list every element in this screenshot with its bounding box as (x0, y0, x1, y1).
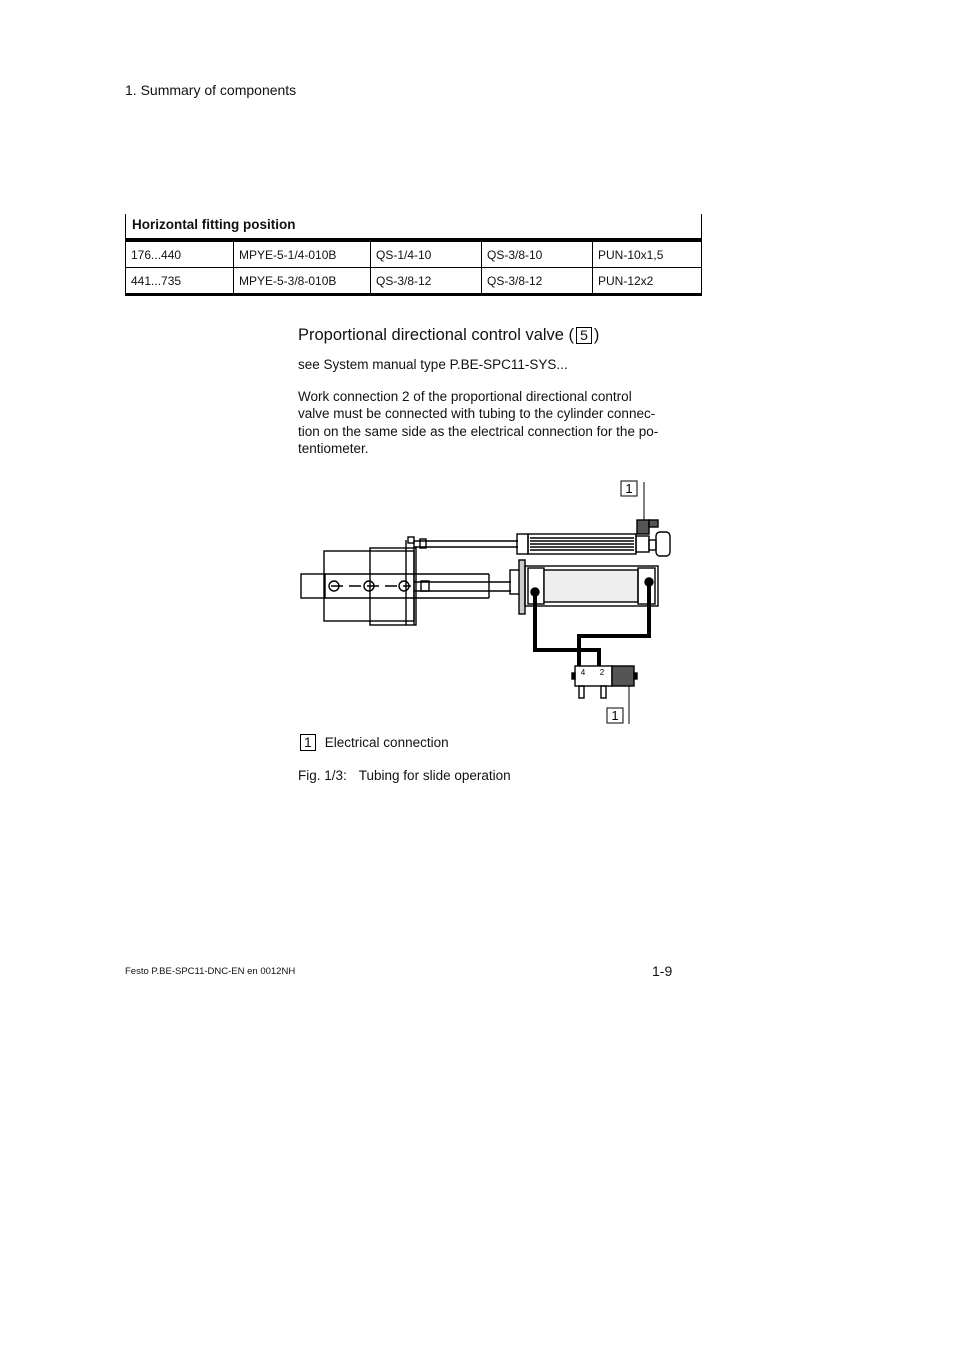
section-title (298, 326, 599, 345)
figure-legend (298, 734, 449, 751)
table-cell: QS-1/4-10 (371, 242, 482, 268)
table-body (125, 242, 702, 296)
valve-port-2-label: 2 (599, 668, 605, 677)
legend-number-box: 1 (300, 734, 316, 751)
reference-number-box: 5 (576, 327, 592, 344)
tubing-diagram-svg (296, 478, 686, 730)
table-cell: PUN-10x1,5 (593, 242, 702, 268)
section-title-close: ) (593, 326, 600, 344)
callout-number-top: 1 (625, 481, 633, 496)
body-paragraph (298, 388, 678, 458)
table-cell: MPYE-5-1/4-010B (234, 242, 371, 268)
caption-label: Fig. 1/3: (298, 768, 347, 783)
table-cell: 441...735 (126, 268, 234, 295)
body-line: tion on the same side as the electrical connection for the po- (298, 423, 659, 439)
body-line: valve must be connected with tubing to the cylinder connec- (298, 406, 656, 422)
slide-end-block (301, 574, 325, 598)
section-title-text: Proportional directional control valve ( (298, 326, 575, 344)
body-line: tentiometer. (298, 441, 369, 457)
body-line: Work connection 2 of the proportional directional control (298, 389, 632, 404)
callout-number-bottom: 1 (611, 708, 619, 723)
table-cell: QS-3/8-12 (371, 268, 482, 295)
table-cell: 176...440 (126, 242, 234, 268)
table-title: Horizontal fitting position (125, 214, 702, 242)
legend-text: Electrical connection (324, 735, 449, 750)
table-cell: MPYE-5-3/8-010B (234, 268, 371, 295)
table-cell: QS-3/8-10 (482, 242, 593, 268)
table-cell: PUN-12x2 (593, 268, 702, 295)
page-number: 1-9 (652, 963, 673, 979)
table-cell: QS-3/8-12 (482, 268, 593, 295)
tubing-diagram (296, 478, 686, 735)
see-reference: see System manual type P.BE-SPC11-SYS... (298, 357, 568, 372)
footer-doc-id: Festo P.BE-SPC11-DNC-EN en 0012NH (125, 966, 296, 977)
figure-caption (298, 768, 511, 783)
caption-text: Tubing for slide operation (358, 768, 511, 783)
valve-port-4-label: 4 (580, 668, 586, 677)
table-row (126, 268, 702, 295)
fitting-table (125, 214, 702, 296)
table-row (126, 242, 702, 268)
chapter-header: 1. Summary of components (125, 82, 297, 98)
